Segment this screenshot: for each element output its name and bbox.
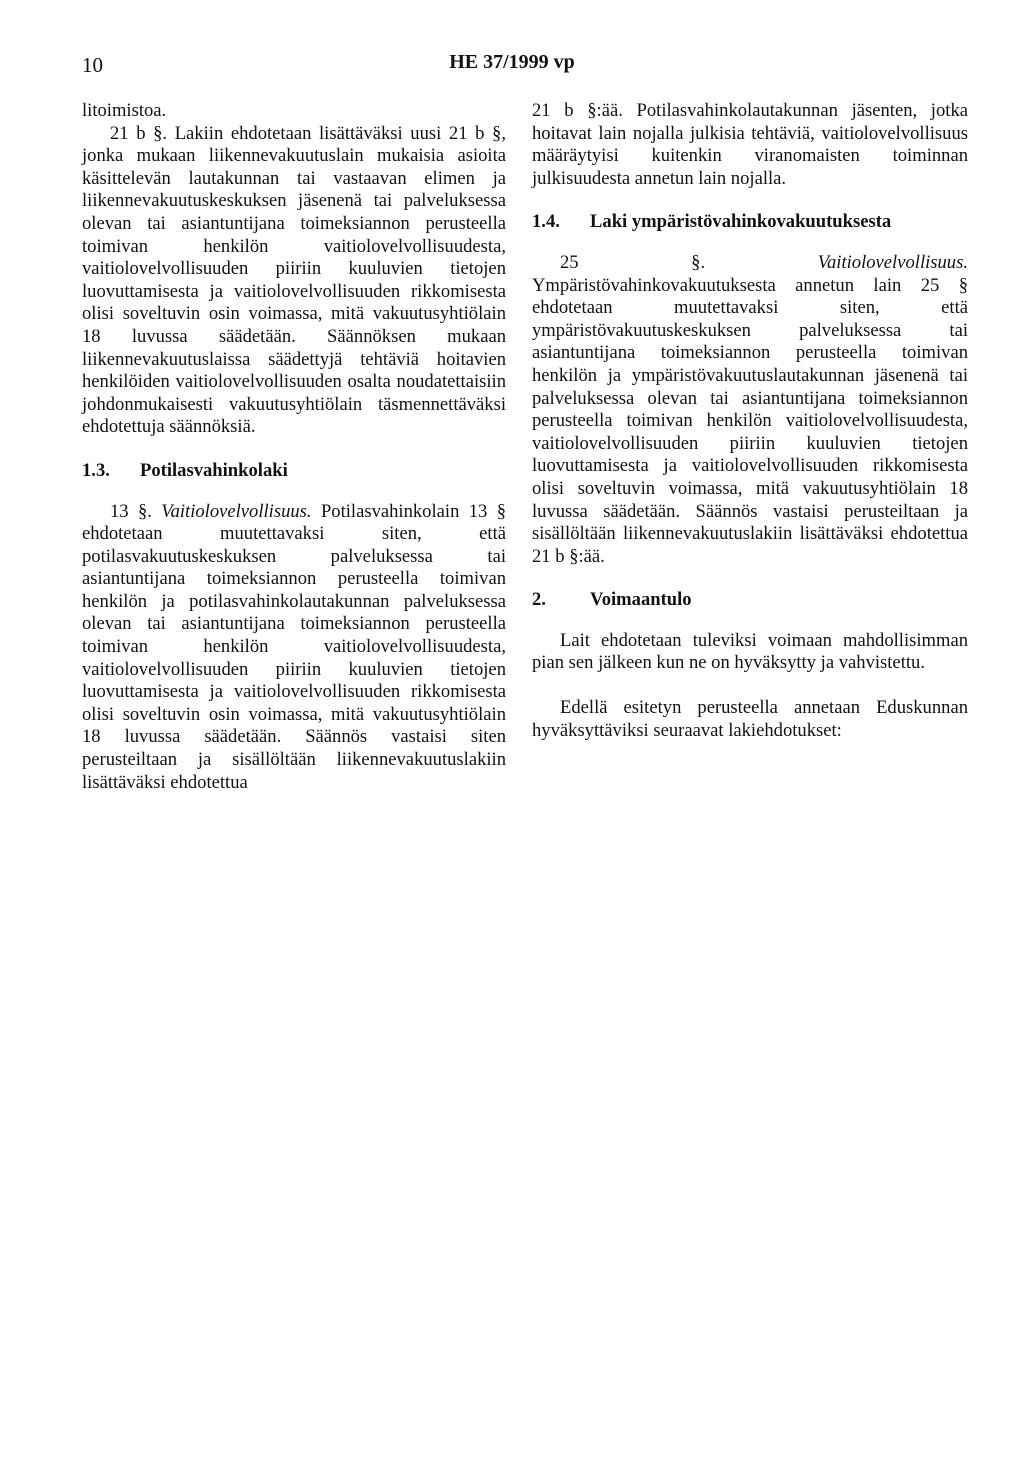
heading-number: 1.3. [82, 459, 110, 481]
section-subject: Vaitiolovelvollisuus. [161, 500, 312, 522]
paragraph-body: Ympäristövahinkovakuutuksesta annetun lain 25 § ehdotetaan muutettavaksi siten, että ympäristövakuutuskeskuksen palveluksessa tai asiantuntijana toimeksiannon perusteella toimivan henkilön ja ympäristövakuutuslautakunnan jäsenenä tai palveluksessa olevan tai asiantuntijana toimeksiannon perusteella toimivan henkilön vaitiolovelvollisuudesta, vaitiolovelvollisuuden piiriin kuuluvien tietojen luovuttamisesta ja vaitiolovelvollisuuden rikkomisesta olisi soveltuvin voimassa, mitä vakuutusyhtiölain 18 luvussa säädetään. Säännös vastaisi perusteiltaan ja sisällöltään liikennevakuutuslakiin lisättäväksi ehdotettua 21 b §:ää. [532, 274, 968, 567]
heading-number: 2. [532, 589, 546, 611]
paragraph-13 [82, 501, 506, 795]
section-heading-1-4 [532, 211, 968, 234]
paragraph-closing: Edellä esitetyn perusteella annetaan Eduskunnan hyväksyttäviksi seuraavat lakiehdotukset: [532, 697, 968, 741]
paragraph-continuation: 21 b §:ää. Potilasvahinkolautakunnan jäsenten, jotka hoitavat lain nojalla julkisia tehtäviä, vaitiolovelvollisuus määräytyisi kuitenkin viranomaisten toiminnan julkisuudesta annetun lain nojalla. [532, 100, 968, 189]
heading-title: Voimaantulo [590, 589, 692, 611]
section-ref: 25 §. [560, 251, 706, 273]
section-subject: Vaitiolovelvollisuus. [817, 251, 968, 273]
heading-title: Laki ympäristövahinkovakuutuksesta [590, 211, 892, 233]
page-number: 10 [82, 53, 103, 77]
section-ref: 13 §. [110, 500, 152, 522]
left-column [82, 100, 506, 794]
paragraph-continuation: litoimistoa. [82, 100, 167, 121]
running-head: HE 37/1999 vp [449, 51, 575, 73]
section-heading-2 [532, 589, 968, 612]
heading-number: 1.4. [532, 211, 560, 233]
paragraph-25 [532, 252, 968, 568]
paragraph-21b: 21 b §. Lakiin ehdotetaan lisättäväksi uusi 21 b §, jonka mukaan liikennevakuutuslain mukaisia asioita käsittelevän lautakunnan tai vastaavan elimen ja liikennevakuutuskeskuksen jäsenenä tai palveluksessa olevan tai asiantuntijana toimeksiannon perusteella toimivan henkilön vaitiolovelvollisuudesta, vaitiolovelvollisuuden piiriin kuuluvien tietojen luovuttamisesta ja vaitiolovelvollisuuden rikkomisesta olisi soveltuvin osin voimassa, mitä vakuutusyhtiölain 18 luvussa säädetään. Säännöksen mukaan liikennevakuutuslaissa säädettyjä tehtäviä hoitavien henkilöiden vaitiolovelvollisuuden osalta noudatettaisiin johdonmukaisesti vakuutusyhtiölain täsmennettäväksi ehdotettuja säännöksiä. [82, 122, 506, 438]
paragraph-body: Potilasvahinkolain 13 § ehdotetaan muutettavaksi siten, että potilasvakuutuskeskuksen palveluksessa tai asiantuntijana toimeksiannon perusteella toimivan henkilön ja potilasvahinkolautakunnan palveluksessa olevan tai asiantuntijana toimeksiannon perusteella toimivan henkilön vaitiolovelvollisuudesta, vaitiolovelvollisuuden piiriin kuuluvien tietojen luovuttamisesta ja vaitiolovelvollisuuden rikkomisesta olisi soveltuvin osin voimassa, mitä vakuutusyhtiölain 18 luvussa säädetään. Säännös vastaisi siten perusteiltaan ja sisällöltään liikennevakuutuslakiin lisättäväksi ehdotettua [82, 500, 506, 793]
section-heading-1-3 [82, 460, 506, 483]
paragraph-voimaantulo: Lait ehdotetaan tuleviksi voimaan mahdollisimman pian sen jälkeen kun ne on hyväksytty ja vahvistettu. [532, 629, 968, 674]
heading-title: Potilasvahinkolaki [140, 459, 288, 481]
right-column [532, 100, 968, 742]
